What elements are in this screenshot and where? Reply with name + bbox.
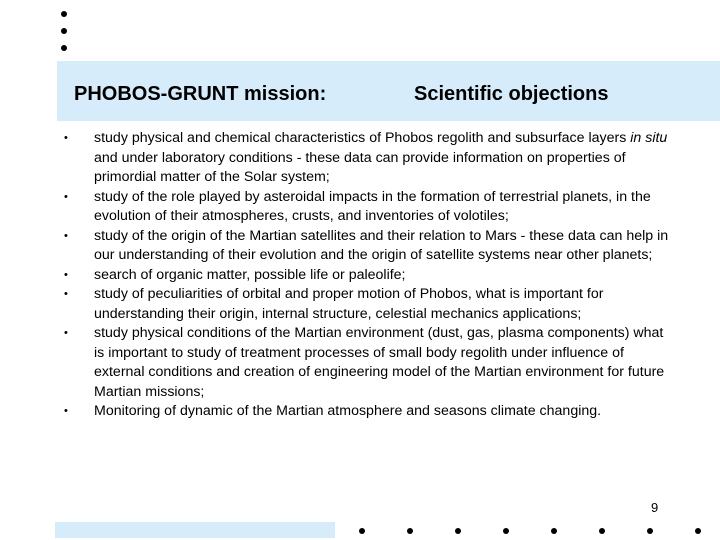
decor-dot [503,528,509,534]
list-item-text: study physical and chemical characteristics of Phobos regolith and subsurface layers in situ and under laboratory conditions - these data can provide information on properties of primordial matter of the Solar system; [94,130,668,185]
list-item [0,285,720,324]
decor-dot [599,528,605,534]
bullet-icon: • [64,190,68,203]
bullet-icon: • [64,327,68,339]
page-number: 9 [651,500,659,515]
list-item-text: study of the role played by asteroidal impacts in the formation of terrestrial planets, in the evolution of their atmospheres, crusts, and inventories of volotiles; [94,188,651,224]
decor-dot [455,528,461,534]
list-item [0,324,720,402]
decor-dot [407,528,413,534]
decor-dot [61,11,67,17]
decor-dot [359,528,365,534]
list-item [0,227,720,266]
list-item-text: study of the origin of the Martian satellites and their relation to Mars - these data can help in our understanding of their evolution and the origin of satellite systems near other planets; [94,227,669,263]
bullet-icon: • [64,132,68,144]
bullet-icon: • [64,405,68,417]
decor-dot [61,28,67,34]
bullet-icon: • [64,268,68,281]
slide-title: PHOBOS-GRUNT mission: [74,83,327,105]
bullet-icon: • [64,288,68,300]
list-item-text: study physical conditions of the Martian environment (dust, gas, plasma components) what is important to study of treatment processes of small body regolith under influence of external conditions and creation of engineering model of the Martian environment for future Martian missions; [94,325,665,400]
decor-dot [695,528,701,534]
list-item [0,266,720,286]
list-item-text: study of peculiarities of orbital and proper motion of Phobos, what is important for understanding their origin, internal structure, celestial mechanics applications; [94,286,604,322]
slide-subtitle: Scientific objections [414,83,609,105]
list-item-text: Monitoring of dynamic of the Martian atmosphere and seasons climate changing. [94,403,602,419]
bullet-icon: • [64,229,68,242]
list-item-text: search of organic matter, possible life or paleolife; [94,266,406,283]
list-item [0,129,720,188]
list-item [0,188,720,227]
decor-dot [551,528,557,534]
list-item [0,402,720,422]
objectives-list [0,129,720,422]
footer-band [55,522,335,538]
decor-dot [647,528,653,534]
decor-dot [61,45,67,51]
